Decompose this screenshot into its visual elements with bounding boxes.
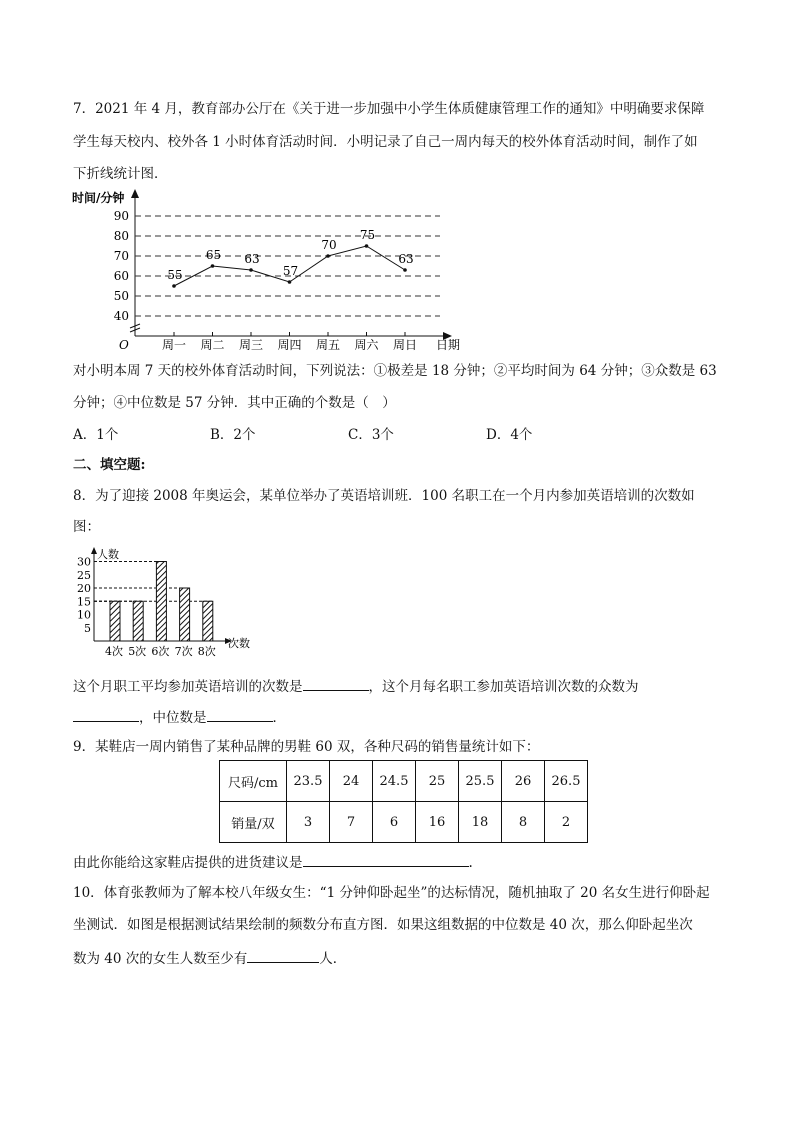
table-cell: 18 [459,802,502,843]
shoe-sales-table [219,760,588,843]
line-chart-origin: O [119,338,129,352]
table-cell: 2 [545,802,588,843]
bar-chart-x-tick-label: 5次 [128,645,147,658]
line-chart-data-label: 70 [321,238,337,252]
bar-chart-ylabel: 人数 [97,548,119,561]
bar-chart-y-tick: 10 [77,608,91,622]
line-chart-y-tick: 80 [113,229,129,243]
line-chart-x-tick-label: 周四 [277,338,302,352]
q7-line2: 学生每天校内、校外各 1 小时体育活动时间．小明记录了自己一周内每天的校外体育活动时间，制作了如 [73,134,698,150]
q8-blank-mode[interactable] [73,707,139,722]
q10-line3-post: 人． [319,951,347,967]
line-chart-point [288,280,292,284]
bar-chart-bar [180,588,190,641]
line-chart-xlabel: 日期 [436,338,461,352]
table-cell: 25.5 [459,761,502,802]
table-cell: 6 [373,802,416,843]
bar-chart-bar [203,601,213,641]
table-header-sales: 销量/双 [220,802,287,843]
line-chart-y-tick: 50 [113,289,129,303]
bar-chart-y-tick: 5 [84,621,91,635]
q9-blank-suggestion[interactable] [303,852,469,867]
q7-option-d: D．4个 [486,427,533,443]
q10-blank-count[interactable] [247,948,319,963]
q9-answer-line [73,852,473,872]
line-chart-data-label: 75 [359,228,376,242]
line-chart-data-label: 55 [167,268,183,282]
q10-line2: 坐测试．如图是根据测试结果绘制的频数分布直方图．如果这组数据的中位数是 40 次，那么仰卧起坐次 [73,917,693,933]
q7-option-a: A．1个 [73,427,119,443]
bar-chart-y-tick: 25 [77,568,91,582]
q10-line3 [73,948,346,968]
table-cell: 24 [330,761,373,802]
line-chart-y-arrow [131,189,139,198]
q8-line2: 图： [73,519,100,535]
line-chart-point [172,284,176,288]
table-cell: 7 [330,802,373,843]
table-row [220,761,588,802]
line-chart-y-tick: 90 [113,209,129,223]
q8-ans2-post: ，中位数是 [139,710,207,726]
line-chart-x-tick-label: 周五 [315,338,341,352]
bar-chart-xlabel: 次数 [228,637,250,650]
q8-ans2-end: ． [272,710,286,726]
table-row [220,802,588,843]
line-chart-data-label: 65 [205,248,222,262]
line-chart-y-tick: 40 [113,309,129,323]
q8-ans1-pre: 这个月职工平均参加英语培训的次数是 [73,679,303,695]
q7-option-c: C．3个 [348,427,394,443]
q7-after1: 对小明本周 7 天的校外体育活动时间，下列说法：①极差是 18 分钟；②平均时间为 64 分钟；③众数是 63 [73,363,717,379]
bar-chart-bar [133,601,143,641]
line-chart-data-label: 63 [398,252,414,266]
q7-option-b: B．2个 [210,427,256,443]
line-chart-data-label: 57 [282,264,299,278]
q9-ans-end: . [468,855,473,871]
line-chart-point [211,264,215,268]
line-chart-data-label: 63 [244,252,260,266]
q8-answer-line1 [73,676,639,696]
table-cell: 8 [502,802,545,843]
bar-chart-x-tick-label: 6次 [151,645,170,658]
line-chart-x-tick-label: 周日 [392,338,418,352]
line-chart-x-tick-label: 周六 [354,338,379,352]
line-chart-point [403,268,407,272]
q7-after2: 分钟；④中位数是 57 分钟．其中正确的个数是（ ） [73,395,396,411]
q9-ans-pre: 由此你能给这家鞋店提供的进货建议是 [73,855,303,871]
line-chart-x-tick-label: 周三 [238,338,264,352]
line-chart-y-tick: 60 [113,269,129,283]
line-chart-y-tick: 70 [113,249,129,263]
line-chart-ylabel: 时间/分钟 [72,191,125,205]
q8-answer-line2 [73,707,286,727]
bar-chart-y-tick: 20 [77,582,91,595]
bar-chart-x-tick-label: 8次 [197,645,216,658]
table-cell: 26 [502,761,545,802]
q10-line1: 10．体育张教师为了解本校八年级女生：“1 分钟仰卧起坐”的达标情况，随机抽取了 20 名女生进行仰卧起 [73,885,710,901]
line-chart-x-tick-label: 周二 [200,338,225,352]
q8-ans1-post: ，这个月每名职工参加英语培训次数的众数为 [368,679,639,695]
table-header-size: 尺码/cm [220,761,287,802]
line-chart-x-tick-label: 周一 [161,338,187,352]
q7-line1: 7．2021 年 4 月，教育部办公厅在《关于进一步加强中小学生体质健康管理工作的通知》中明确要求保障 [73,101,705,117]
table-cell: 23.5 [287,761,330,802]
bar-chart-y-tick: 30 [77,555,91,569]
bar-chart [68,544,268,662]
table-cell: 3 [287,802,330,843]
q9-line1: 9．某鞋店一周内销售了某种品牌的男鞋 60 双，各种尺码的销售量统计如下： [73,739,540,755]
q10-line3-pre: 数为 40 次的女生人数至少有 [73,951,248,967]
line-chart-point [326,254,330,258]
q8-blank-average[interactable] [303,676,369,691]
bar-chart-x-tick-label: 4次 [105,645,123,658]
section-heading: 二、填空题: [73,457,146,473]
table-cell: 25 [416,761,459,802]
q8-line1: 8．为了迎接 2008 年奥运会，某单位举办了英语培训班．100 名职工在一个月内参加英语培训的次数如 [73,488,695,504]
bar-chart-y-tick: 15 [77,595,91,609]
table-cell: 26.5 [545,761,588,802]
q8-blank-median[interactable] [207,707,273,722]
table-cell: 16 [416,802,459,843]
table-cell: 24.5 [373,761,416,802]
bar-chart-x-tick-label: 7次 [174,645,193,658]
line-chart [68,186,468,356]
bar-chart-bar [156,562,166,642]
line-chart-point [365,244,369,248]
q7-line3: 下折线统计图． [73,166,168,182]
line-chart-point [249,268,253,272]
bar-chart-bar [110,601,120,641]
